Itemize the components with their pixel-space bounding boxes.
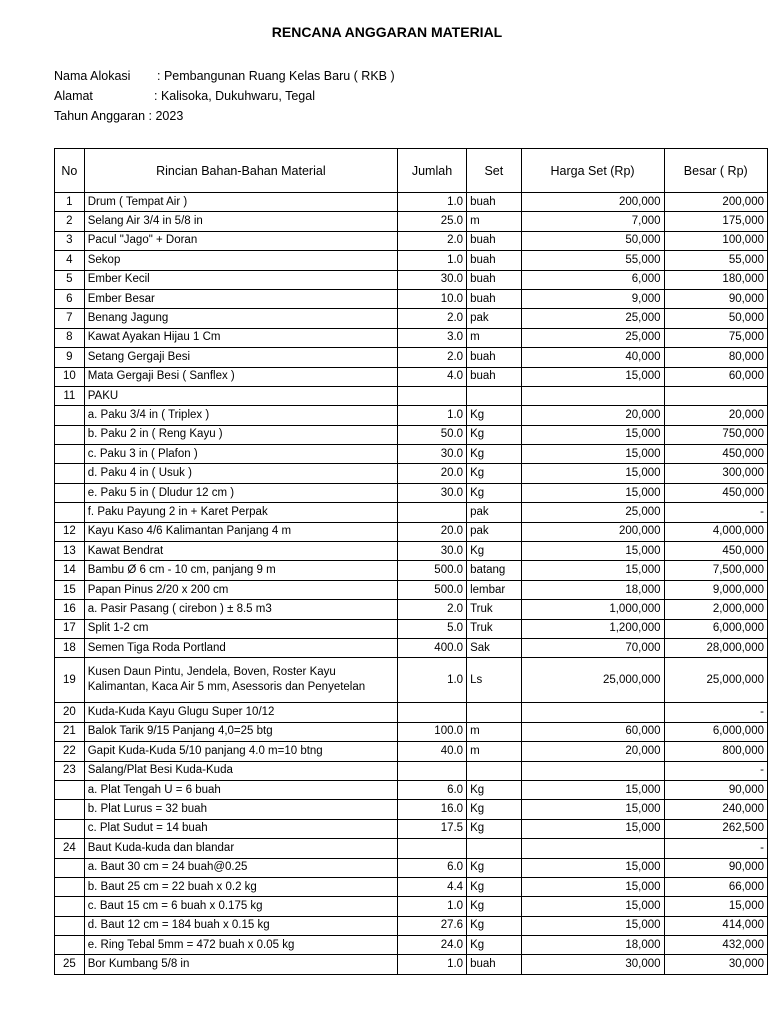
cell-quantity: 1.0 [397,406,466,425]
cell-total: 240,000 [664,800,767,819]
cell-quantity: 30.0 [397,542,466,561]
cell-unit [467,703,522,722]
cell-description: e. Paku 5 in ( Dludur 12 cm ) [84,483,397,502]
table-row [55,212,768,231]
cell-unit: Kg [467,483,522,502]
table-row [55,270,768,289]
allocation-info [54,66,395,126]
cell-quantity: 40.0 [397,742,466,761]
cell-total: 6,000,000 [664,619,767,638]
cell-unit: buah [467,348,522,367]
cell-total: 66,000 [664,877,767,896]
cell-unit: Kg [467,425,522,444]
cell-quantity: 6.0 [397,780,466,799]
cell-description: Ember Besar [84,289,397,308]
cell-description: Baut Kuda-kuda dan blandar [84,839,397,858]
cell-unit-price: 15,000 [521,916,664,935]
cell-total: 100,000 [664,231,767,250]
cell-total: 90,000 [664,780,767,799]
cell-no: 8 [55,328,85,347]
cell-unit-price: 200,000 [521,522,664,541]
cell-quantity: 500.0 [397,561,466,580]
table-row [55,522,768,541]
meta-row-address [54,86,395,106]
cell-description: b. Baut 25 cm = 22 buah x 0.2 kg [84,877,397,896]
table-row [55,839,768,858]
cell-unit-price: 40,000 [521,348,664,367]
cell-description: c. Plat Sudut = 14 buah [84,819,397,838]
cell-description: Bambu Ø 6 cm - 10 cm, panjang 9 m [84,561,397,580]
cell-unit: buah [467,270,522,289]
cell-no [55,780,85,799]
cell-total: - [664,703,767,722]
cell-description: a. Baut 30 cm = 24 buah@0.25 [84,858,397,877]
cell-total: 90,000 [664,858,767,877]
cell-description: Semen Tiga Roda Portland [84,638,397,657]
cell-unit: Truk [467,600,522,619]
cell-description: Balok Tarik 9/15 Panjang 4,0=25 btg [84,722,397,741]
cell-total: 25,000,000 [664,658,767,703]
table-row [55,289,768,308]
cell-quantity: 50.0 [397,425,466,444]
cell-no [55,464,85,483]
cell-no: 11 [55,386,85,405]
cell-unit: Kg [467,406,522,425]
cell-quantity: 1.0 [397,251,466,270]
cell-quantity: 2.0 [397,309,466,328]
cell-unit: pak [467,309,522,328]
table-row [55,780,768,799]
header-unit-price: Harga Set (Rp) [521,149,664,193]
meta-label: Nama Alokasi [54,69,131,83]
cell-unit-price: 20,000 [521,742,664,761]
cell-no: 20 [55,703,85,722]
cell-no [55,800,85,819]
table-row [55,722,768,741]
cell-unit [467,761,522,780]
table-row [55,483,768,502]
cell-no: 23 [55,761,85,780]
cell-no: 15 [55,580,85,599]
cell-unit-price: 1,200,000 [521,619,664,638]
cell-quantity: 24.0 [397,936,466,955]
cell-total: 7,500,000 [664,561,767,580]
meta-value: : 2023 [145,109,184,123]
cell-quantity: 4.4 [397,877,466,896]
cell-quantity: 1.0 [397,658,466,703]
cell-no: 25 [55,955,85,974]
cell-total: 60,000 [664,367,767,386]
cell-unit: Kg [467,542,522,561]
cell-unit-price: 30,000 [521,955,664,974]
cell-quantity: 30.0 [397,483,466,502]
table-row [55,464,768,483]
cell-no: 13 [55,542,85,561]
table-row [55,309,768,328]
cell-unit-price: 18,000 [521,936,664,955]
cell-unit-price: 18,000 [521,580,664,599]
cell-unit: buah [467,289,522,308]
cell-no: 14 [55,561,85,580]
cell-unit-price: 20,000 [521,406,664,425]
cell-unit: Kg [467,897,522,916]
cell-unit: Kg [467,916,522,935]
table-row [55,742,768,761]
table-row [55,193,768,212]
cell-no [55,858,85,877]
cell-description: e. Ring Tebal 5mm = 472 buah x 0.05 kg [84,936,397,955]
cell-total: 4,000,000 [664,522,767,541]
cell-no: 21 [55,722,85,741]
cell-quantity [397,839,466,858]
cell-unit-price: 70,000 [521,638,664,657]
table-row [55,425,768,444]
cell-description: Papan Pinus 2/20 x 200 cm [84,580,397,599]
cell-no [55,819,85,838]
cell-description: f. Paku Payung 2 in + Karet Perpak [84,503,397,522]
cell-no [55,406,85,425]
cell-unit: Ls [467,658,522,703]
cell-unit: pak [467,503,522,522]
table-row [55,897,768,916]
cell-no [55,897,85,916]
cell-unit-price: 25,000 [521,328,664,347]
cell-no [55,936,85,955]
cell-unit: Sak [467,638,522,657]
cell-no: 17 [55,619,85,638]
cell-unit-price: 7,000 [521,212,664,231]
cell-description: PAKU [84,386,397,405]
table-row [55,858,768,877]
cell-no: 5 [55,270,85,289]
cell-unit: lembar [467,580,522,599]
cell-quantity [397,503,466,522]
cell-total: 90,000 [664,289,767,308]
cell-description: c. Baut 15 cm = 6 buah x 0.175 kg [84,897,397,916]
header-total: Besar ( Rp) [664,149,767,193]
cell-description: Drum ( Tempat Air ) [84,193,397,212]
cell-unit-price [521,386,664,405]
table-row [55,503,768,522]
cell-unit: pak [467,522,522,541]
meta-value: : Pembangunan Ruang Kelas Baru ( RKB ) [157,69,395,83]
cell-description: b. Plat Lurus = 32 buah [84,800,397,819]
cell-no: 7 [55,309,85,328]
table-row [55,231,768,250]
cell-total: 9,000,000 [664,580,767,599]
cell-total: 450,000 [664,445,767,464]
cell-unit [467,386,522,405]
cell-no: 4 [55,251,85,270]
table-row [55,619,768,638]
cell-unit-price: 15,000 [521,483,664,502]
meta-row-allocation [54,66,395,86]
cell-unit-price: 15,000 [521,561,664,580]
cell-quantity: 25.0 [397,212,466,231]
cell-total: 800,000 [664,742,767,761]
table-row [55,955,768,974]
cell-total: 450,000 [664,542,767,561]
cell-description: Split 1-2 cm [84,619,397,638]
cell-description: a. Paku 3/4 in ( Triplex ) [84,406,397,425]
cell-description: Sekop [84,251,397,270]
cell-no: 19 [55,658,85,703]
cell-unit: m [467,742,522,761]
cell-unit: batang [467,561,522,580]
cell-quantity: 17.5 [397,819,466,838]
cell-quantity: 2.0 [397,231,466,250]
meta-label: Tahun Anggaran [54,109,146,123]
cell-description: d. Baut 12 cm = 184 buah x 0.15 kg [84,916,397,935]
cell-unit-price: 25,000 [521,503,664,522]
table-row [55,877,768,896]
cell-total: 30,000 [664,955,767,974]
cell-quantity: 4.0 [397,367,466,386]
cell-quantity: 500.0 [397,580,466,599]
cell-unit-price [521,761,664,780]
cell-unit-price: 15,000 [521,800,664,819]
table-row [55,445,768,464]
cell-no: 1 [55,193,85,212]
document-title: RENCANA ANGGARAN MATERIAL [271,24,503,40]
table-row [55,761,768,780]
cell-description: Kuda-Kuda Kayu Glugu Super 10/12 [84,703,397,722]
cell-quantity: 1.0 [397,897,466,916]
cell-total: - [664,761,767,780]
table-row [55,819,768,838]
table-row [55,348,768,367]
cell-quantity: 2.0 [397,600,466,619]
cell-total: 432,000 [664,936,767,955]
cell-total: 262,500 [664,819,767,838]
cell-no: 22 [55,742,85,761]
cell-unit: Kg [467,877,522,896]
cell-quantity: 30.0 [397,445,466,464]
cell-unit: Kg [467,936,522,955]
meta-value: : Kalisoka, Dukuhwaru, Tegal [154,89,315,103]
cell-quantity: 400.0 [397,638,466,657]
cell-unit-price: 9,000 [521,289,664,308]
cell-description: Pacul "Jago" + Doran [84,231,397,250]
cell-description: Selang Air 3/4 in 5/8 in [84,212,397,231]
table-row [55,638,768,657]
cell-quantity [397,761,466,780]
cell-unit-price: 15,000 [521,445,664,464]
header-unit: Set [467,149,522,193]
cell-quantity: 6.0 [397,858,466,877]
cell-description: b. Paku 2 in ( Reng Kayu ) [84,425,397,444]
cell-description: Kawat Bendrat [84,542,397,561]
table-row [55,367,768,386]
table-row [55,406,768,425]
cell-total: 300,000 [664,464,767,483]
cell-total: 175,000 [664,212,767,231]
table-row [55,800,768,819]
cell-total: 450,000 [664,483,767,502]
cell-unit-price: 15,000 [521,464,664,483]
header-no: No [55,149,85,193]
cell-quantity: 2.0 [397,348,466,367]
cell-description: d. Paku 4 in ( Usuk ) [84,464,397,483]
cell-no [55,916,85,935]
cell-unit-price: 15,000 [521,897,664,916]
cell-total: 28,000,000 [664,638,767,657]
cell-unit-price [521,839,664,858]
cell-unit-price: 15,000 [521,819,664,838]
cell-no: 12 [55,522,85,541]
cell-unit-price [521,703,664,722]
cell-total: 15,000 [664,897,767,916]
cell-quantity: 16.0 [397,800,466,819]
cell-unit: m [467,722,522,741]
cell-no: 6 [55,289,85,308]
cell-no: 24 [55,839,85,858]
header-quantity: Jumlah [397,149,466,193]
cell-unit: Kg [467,819,522,838]
cell-no: 18 [55,638,85,657]
cell-no: 9 [55,348,85,367]
cell-description: Setang Gergaji Besi [84,348,397,367]
cell-unit: Kg [467,464,522,483]
cell-unit: m [467,212,522,231]
cell-unit: buah [467,231,522,250]
cell-total: 55,000 [664,251,767,270]
cell-unit: Kg [467,858,522,877]
cell-quantity: 20.0 [397,464,466,483]
meta-label: Alamat [54,89,93,103]
cell-total: 750,000 [664,425,767,444]
cell-total: 50,000 [664,309,767,328]
cell-quantity: 5.0 [397,619,466,638]
cell-unit: m [467,328,522,347]
cell-total: 2,000,000 [664,600,767,619]
cell-description: a. Pasir Pasang ( cirebon ) ± 8.5 m3 [84,600,397,619]
cell-description: a. Plat Tengah U = 6 buah [84,780,397,799]
cell-description: Gapit Kuda-Kuda 5/10 panjang 4.0 m=10 btng [84,742,397,761]
table-row [55,386,768,405]
cell-total: 180,000 [664,270,767,289]
cell-total: 80,000 [664,348,767,367]
cell-unit: Kg [467,780,522,799]
header-description: Rincian Bahan-Bahan Material [84,149,397,193]
table-row [55,703,768,722]
cell-quantity: 100.0 [397,722,466,741]
cell-unit-price: 15,000 [521,858,664,877]
cell-total: 414,000 [664,916,767,935]
cell-quantity: 3.0 [397,328,466,347]
cell-no [55,877,85,896]
cell-unit: buah [467,955,522,974]
cell-description: Mata Gergaji Besi ( Sanflex ) [84,367,397,386]
cell-no [55,445,85,464]
cell-unit: buah [467,251,522,270]
cell-description: Benang Jagung [84,309,397,328]
cell-description: Kusen Daun Pintu, Jendela, Boven, Roster Kayu Kalimantan, Kaca Air 5 mm, Asessoris dan Penyetelan [84,658,397,703]
cell-quantity [397,386,466,405]
table-row [55,936,768,955]
cell-unit-price: 15,000 [521,367,664,386]
cell-unit-price: 15,000 [521,425,664,444]
cell-description: c. Paku 3 in ( Plafon ) [84,445,397,464]
cell-description: Salang/Plat Besi Kuda-Kuda [84,761,397,780]
cell-unit: Truk [467,619,522,638]
cell-unit-price: 60,000 [521,722,664,741]
cell-unit [467,839,522,858]
table-row [55,251,768,270]
meta-row-year [54,106,395,126]
cell-unit-price: 15,000 [521,877,664,896]
table-header-row [55,149,768,193]
cell-quantity [397,703,466,722]
cell-unit-price: 15,000 [521,542,664,561]
cell-no: 2 [55,212,85,231]
cell-total: - [664,839,767,858]
cell-quantity: 1.0 [397,955,466,974]
cell-total: 75,000 [664,328,767,347]
table-row [55,580,768,599]
cell-unit-price: 15,000 [521,780,664,799]
cell-description: Kayu Kaso 4/6 Kalimantan Panjang 4 m [84,522,397,541]
cell-total: - [664,503,767,522]
cell-description: Kawat Ayakan Hijau 1 Cm [84,328,397,347]
cell-no [55,483,85,502]
cell-total: 6,000,000 [664,722,767,741]
cell-description: Ember Kecil [84,270,397,289]
cell-no [55,425,85,444]
table-row [55,600,768,619]
table-row [55,328,768,347]
cell-unit-price: 1,000,000 [521,600,664,619]
cell-description: Bor Kumbang 5/8 in [84,955,397,974]
cell-total: 200,000 [664,193,767,212]
cell-no [55,503,85,522]
cell-quantity: 20.0 [397,522,466,541]
material-budget-table [54,148,768,975]
cell-unit: Kg [467,800,522,819]
cell-unit-price: 6,000 [521,270,664,289]
cell-unit: Kg [467,445,522,464]
cell-no: 16 [55,600,85,619]
cell-total [664,386,767,405]
cell-unit-price: 50,000 [521,231,664,250]
cell-unit-price: 25,000 [521,309,664,328]
table-row [55,658,768,703]
cell-unit: buah [467,367,522,386]
cell-no: 3 [55,231,85,250]
cell-unit-price: 200,000 [521,193,664,212]
table-row [55,542,768,561]
cell-unit-price: 25,000,000 [521,658,664,703]
cell-quantity: 27.6 [397,916,466,935]
cell-unit-price: 55,000 [521,251,664,270]
cell-quantity: 30.0 [397,270,466,289]
cell-no: 10 [55,367,85,386]
cell-total: 20,000 [664,406,767,425]
table-row [55,916,768,935]
cell-quantity: 1.0 [397,193,466,212]
cell-unit: buah [467,193,522,212]
table-row [55,561,768,580]
cell-quantity: 10.0 [397,289,466,308]
